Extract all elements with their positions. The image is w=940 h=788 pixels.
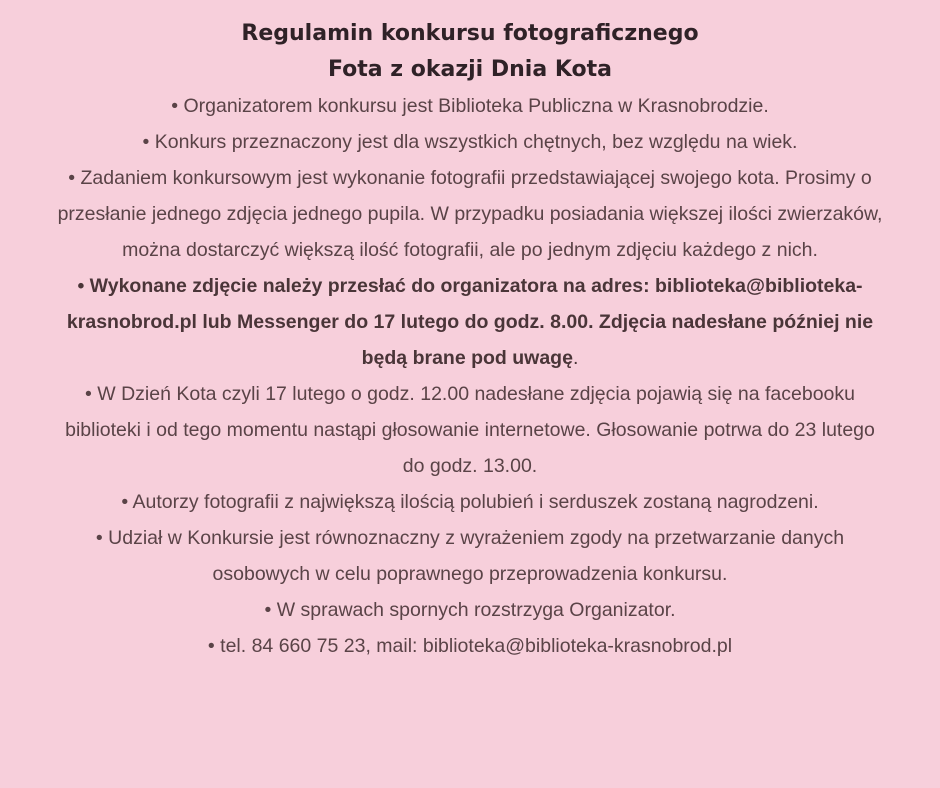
rule-submission-text: • Wykonane zdjęcie należy przesłać do organizatora na adres: biblioteka@biblioteka-krasnobrod.pl lub Messenger do 17 lutego do godz. 8.00. Zdjęcia nadesłane później nie będą brane pod uwagę — [66, 275, 874, 369]
rule-disputes: • W sprawach spornych rozstrzyga Organizator. — [264, 599, 676, 621]
rule-task: • Zadaniem konkursowym jest wykonanie fotografii przedstawiającej swojego kota. Prosimy o przesłanie jednego zdjęcia jednego pupila. W przypadku posiadania większej ilości zwierzaków, można dostarczyć większą ilość fotografii, ale po jednym zdjęciu każdego z nich. — [57, 167, 883, 261]
document-title — [0, 16, 940, 88]
rule-prizes: • Autorzy fotografii z największą ilością polubień i serduszek zostaną nagrodzeni. — [121, 491, 819, 513]
rule-submission-period: . — [572, 347, 579, 369]
rule-contact: • tel. 84 660 75 23, mail: biblioteka@biblioteka-krasnobrod.pl — [207, 635, 733, 657]
title-line-1: Regulamin konkursu fotograficznego — [241, 21, 699, 46]
title-line-2: Fota z okazji Dnia Kota — [328, 57, 612, 82]
rule-organizer: • Organizatorem konkursu jest Biblioteka Publiczna w Krasnobrodzie. — [171, 95, 769, 117]
rule-voting: • W Dzień Kota czyli 17 lutego o godz. 12.00 nadesłane zdjęcia pojawią się na facebooku biblioteki i od tego momentu nastąpi głosowanie internetowe. Głosowanie potrwa do 23 lutego do godz. 13.00. — [65, 383, 875, 477]
rule-eligibility: • Konkurs przeznaczony jest dla wszystkich chętnych, bez względu na wiek. — [142, 131, 798, 153]
rule-submission — [52, 268, 888, 376]
rule-data-consent: • Udział w Konkursie jest równoznaczny z wyrażeniem zgody na przetwarzanie danych osobowych w celu poprawnego przeprowadzenia konkursu. — [95, 527, 845, 585]
rules-list — [0, 88, 940, 664]
